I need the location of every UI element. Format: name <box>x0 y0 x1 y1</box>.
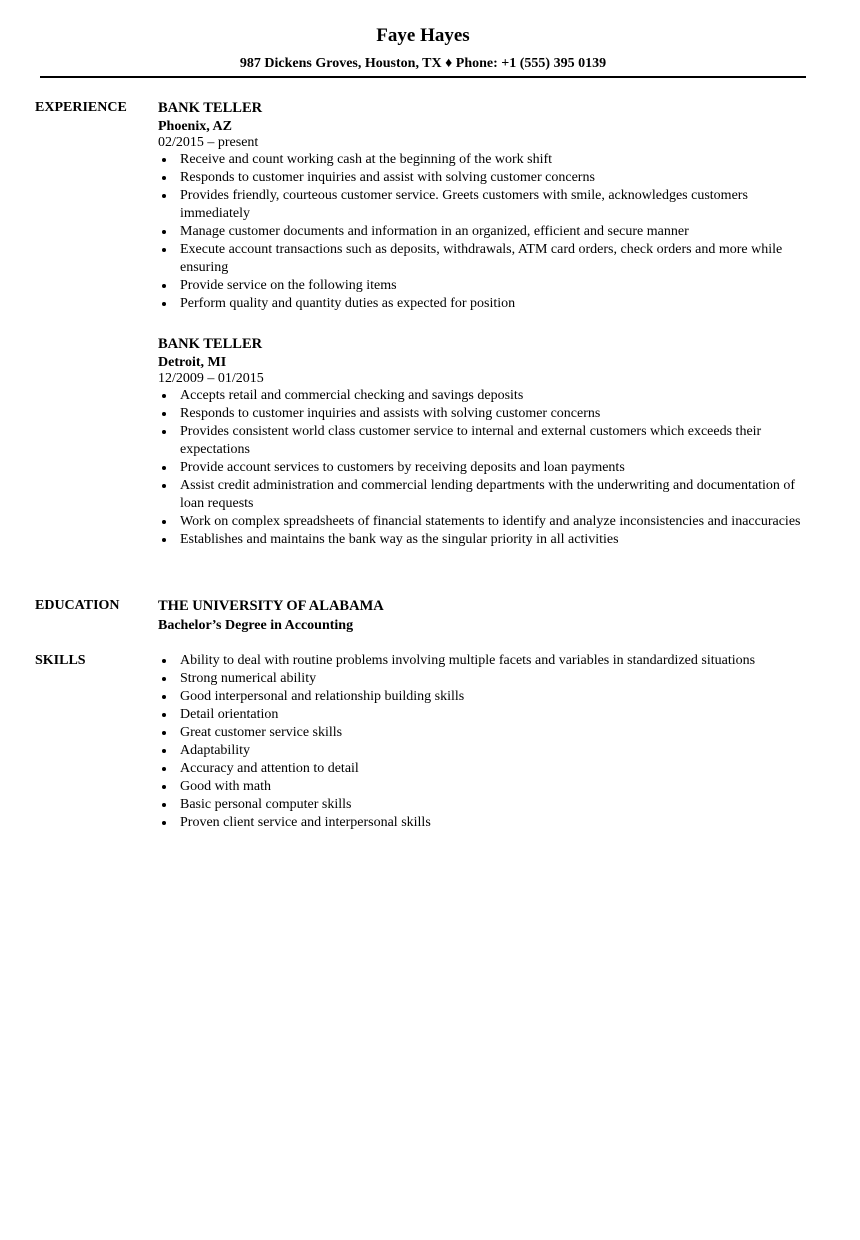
duty-item: Assist credit administration and commercial lending departments with the underwriting and documentation of loan requests <box>158 477 808 513</box>
duty-item: Accepts retail and commercial checking and savings deposits <box>158 387 808 405</box>
job-duties-list <box>158 151 808 313</box>
job-title: BANK TELLER <box>158 336 263 352</box>
job-location: Phoenix, AZ <box>158 119 232 134</box>
education-heading: EDUCATION <box>35 598 120 613</box>
skill-item: Adaptability <box>158 742 808 760</box>
skill-item: Proven client service and interpersonal skills <box>158 814 808 832</box>
skill-item: Good interpersonal and relationship building skills <box>158 688 808 706</box>
education-body <box>158 597 808 635</box>
duty-item: Work on complex spreadsheets of financial statements to identify and analyze inconsistencies and inaccuracies <box>158 513 808 531</box>
candidate-name: Faye Hayes <box>376 25 470 46</box>
skill-item: Basic personal computer skills <box>158 796 808 814</box>
job-dates: 12/2009 – 01/2015 <box>158 371 264 386</box>
duty-item: Provides friendly, courteous customer service. Greets customers with smile, acknowledges customers immediately <box>158 187 808 223</box>
duty-item: Provide account services to customers by receiving deposits and loan payments <box>158 459 808 477</box>
skill-item: Good with math <box>158 778 808 796</box>
duty-item: Provide service on the following items <box>158 277 808 295</box>
skill-item: Detail orientation <box>158 706 808 724</box>
skills-heading: SKILLS <box>35 653 86 668</box>
contact-line: 987 Dickens Groves, Houston, TX ♦ Phone: +1 (555) 395 0139 <box>239 56 607 71</box>
skill-item: Ability to deal with routine problems involving multiple facets and variables in standardized situations <box>158 652 808 670</box>
skill-item: Accuracy and attention to detail <box>158 760 808 778</box>
duty-item: Receive and count working cash at the beginning of the work shift <box>158 151 808 169</box>
degree: Bachelor’s Degree in Accounting <box>158 618 354 633</box>
experience-heading: EXPERIENCE <box>35 100 127 115</box>
duty-item: Execute account transactions such as deposits, withdrawals, ATM card orders, check orders and more while ensuring <box>158 241 808 277</box>
job-entry <box>158 335 808 549</box>
skill-item: Strong numerical ability <box>158 670 808 688</box>
job-duties-list <box>158 387 808 549</box>
duty-item: Establishes and maintains the bank way as the singular priority in all activities <box>158 531 808 549</box>
skill-item: Great customer service skills <box>158 724 808 742</box>
job-title: BANK TELLER <box>158 100 263 116</box>
header-divider <box>40 76 806 78</box>
experience-body <box>158 99 808 571</box>
duty-item: Perform quality and quantity duties as expected for position <box>158 295 808 313</box>
duty-item: Responds to customer inquiries and assists with solving customer concerns <box>158 405 808 423</box>
job-entry <box>158 99 808 313</box>
skills-list <box>158 652 808 832</box>
job-dates: 02/2015 – present <box>158 135 259 150</box>
school-name: THE UNIVERSITY OF ALABAMA <box>158 598 384 614</box>
duty-item: Provides consistent world class customer service to internal and external customers which exceeds their expectations <box>158 423 808 459</box>
duty-item: Responds to customer inquiries and assist with solving customer concerns <box>158 169 808 187</box>
skills-body <box>158 652 808 832</box>
job-location: Detroit, MI <box>158 355 227 370</box>
resume-header <box>0 24 846 73</box>
duty-item: Manage customer documents and information in an organized, efficient and secure manner <box>158 223 808 241</box>
